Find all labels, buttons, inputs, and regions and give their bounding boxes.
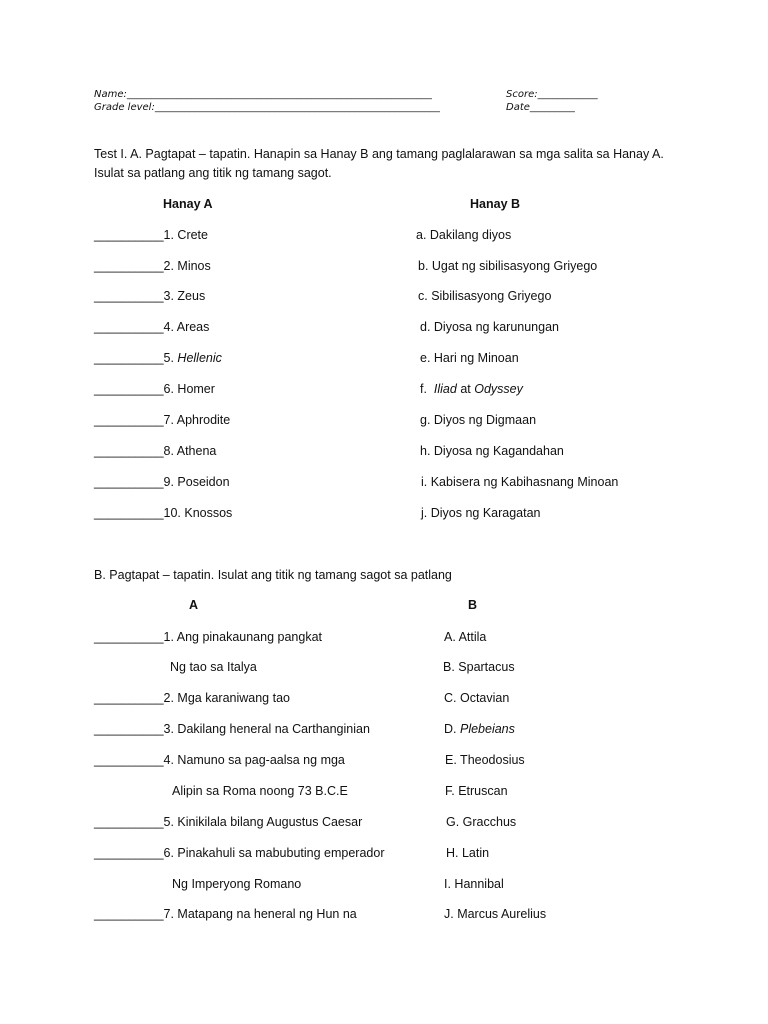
test2-item-b: G. Gracchus (446, 815, 517, 829)
test1-item-b: h. Diyosa ng Kagandahan (420, 444, 564, 458)
test2-item-a: __________2. Mga karaniwang tao (94, 691, 290, 705)
test2-item-a: __________3. Dakilang heneral na Carthanginian (94, 722, 370, 736)
test2-item-b: J. Marcus Aurelius (444, 907, 547, 921)
test1-item-a: __________6. Homer (94, 382, 215, 396)
grade-level-field-label: Grade level:_________________________________________________________ (94, 102, 440, 113)
test2-item-a-continuation: Ng Imperyong Romano (172, 877, 302, 891)
test2-item-a: __________5. Kinikilala bilang Augustus Caesar (94, 815, 363, 829)
test2-item-b: I. Hannibal (444, 877, 504, 891)
test1-item-b: a. Dakilang diyos (416, 228, 512, 242)
test1-item-b: g. Diyos ng Digmaan (420, 413, 537, 427)
test1-item-b: b. Ugat ng sibilisasyong Griyego (418, 259, 598, 273)
test2-instruction: B. Pagtapat – tapatin. Isulat ang titik ng tamang sagot sa patlang (94, 568, 452, 582)
test2-item-b: C. Octavian (444, 691, 510, 705)
test1-item-a: __________10. Knossos (94, 506, 233, 520)
test1-item-b-odyssey: Odyssey (474, 382, 523, 396)
test1-item-a-hellenic: __________5. Hellenic (94, 351, 222, 365)
test1-instruction-line1: Test I. A. Pagtapat – tapatin. Hanapin sa Hanay B ang tamang paglalarawan sa mga salita sa Hanay A. (94, 147, 664, 161)
test1-item-b: e. Hari ng Minoan (420, 351, 519, 365)
test2-item-a: __________4. Namuno sa pag-aalsa ng mga (94, 753, 345, 767)
test2-item-a: __________7. Matapang na heneral ng Hun na (94, 907, 357, 921)
test1-item-b: j. Diyos ng Karagatan (421, 506, 541, 520)
test1-column-b-header: Hanay B (470, 197, 521, 211)
test2-item-a-continuation: Alipin sa Roma noong 73 B.C.E (172, 784, 348, 798)
test2-column-b-header: B (468, 598, 478, 612)
test1-item-b-iliad: Iliad (433, 382, 457, 396)
test1-column-a-header: Hanay A (163, 197, 213, 211)
test1-item-a: __________7. Aphrodite (94, 413, 231, 427)
test2-item-b-plebeians: D. Plebeians (444, 722, 515, 736)
test1-item-b (420, 382, 523, 396)
test1-item-b: d. Diyosa ng karunungan (420, 320, 559, 334)
test1-item-a: __________3. Zeus (94, 289, 206, 303)
test1-item-b-at: at (456, 382, 475, 396)
test1-item-b-prefix: f. (420, 382, 434, 396)
test2-item-a-continuation: Ng tao sa Italya (170, 660, 257, 674)
test1-item-a (94, 351, 222, 365)
test2-item-b: F. Etruscan (445, 784, 508, 798)
test1-item-b: i. Kabisera ng Kabihasnang Minoan (421, 475, 619, 489)
test2-item-b: B. Spartacus (443, 660, 515, 674)
test1-item-a: __________8. Athena (94, 444, 217, 458)
test2-item-b: H. Latin (446, 846, 490, 860)
test2-item-a: __________6. Pinakahuli sa mabubuting emperador (94, 846, 385, 860)
name-field-label: Name:_____________________________________________________________ (94, 89, 432, 100)
test1-item-a: __________9. Poseidon (94, 475, 230, 489)
score-field-label: Score:____________ (506, 89, 598, 100)
test2-column-a-header: A (189, 598, 199, 612)
test1-instruction-line2: Isulat sa patlang ang titik ng tamang sagot. (94, 166, 332, 180)
test1-item-a: __________1. Crete (94, 228, 208, 242)
test1-item-a: __________2. Minos (94, 259, 211, 273)
test1-item-b: c. Sibilisasyong Griyego (418, 289, 552, 303)
test2-item-b: E. Theodosius (445, 753, 525, 767)
test2-item-b (444, 722, 515, 736)
date-field-label: Date_________ (506, 102, 575, 113)
test2-item-b: A. Attila (444, 630, 487, 644)
test1-item-a: __________4. Areas (94, 320, 210, 334)
test2-item-a: __________1. Ang pinakaunang pangkat (94, 630, 322, 644)
